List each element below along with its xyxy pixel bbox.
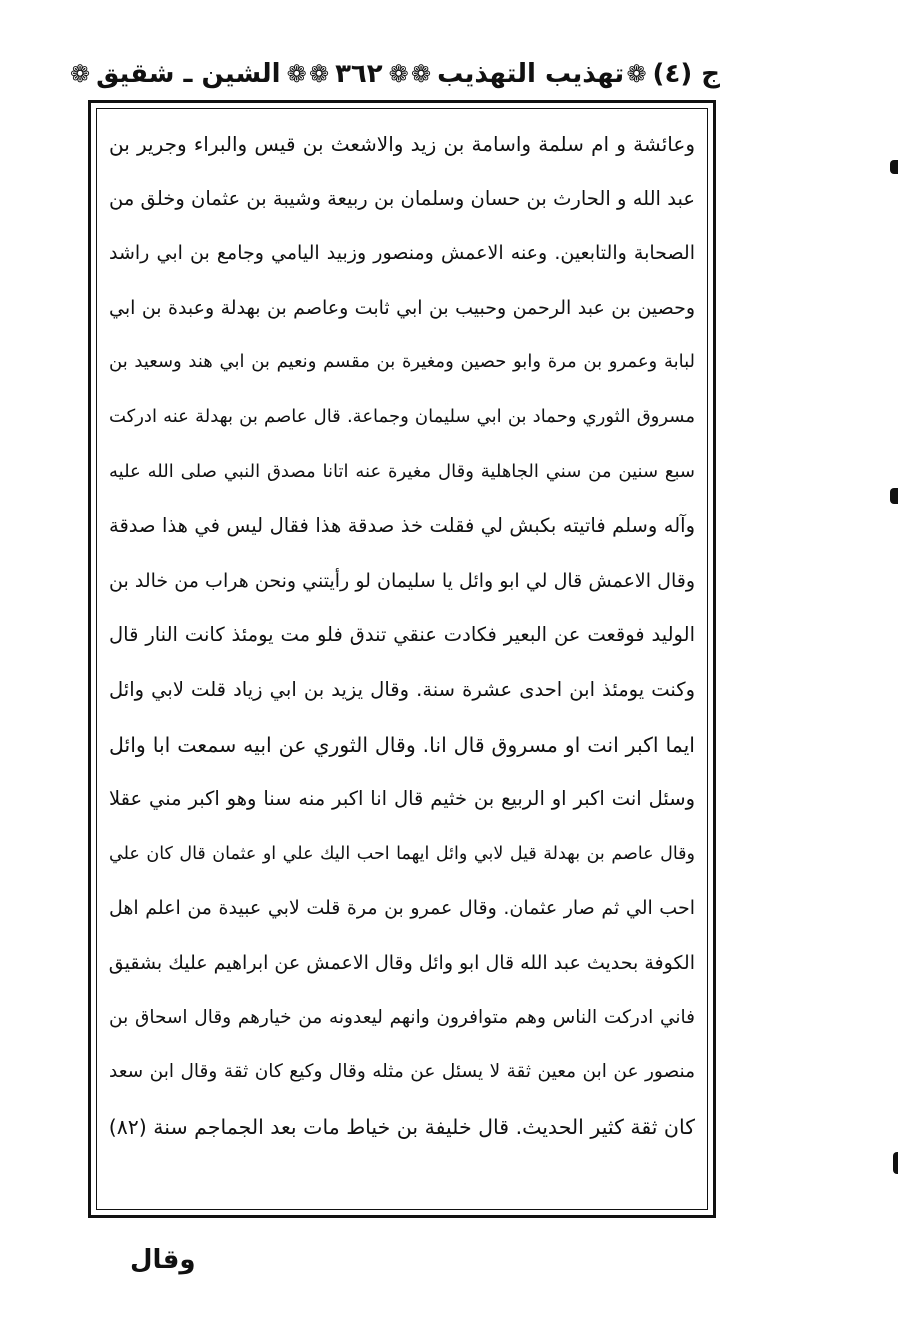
text-line: وعائشة و ام سلمة واسامة بن زيد والاشعث بن قيس والبراء وجرير بن — [109, 132, 695, 156]
header-page-number-label: ٣٦٢ — [335, 59, 383, 89]
text-line: فاني ادركت الناس وهم متوافرون وانهم ليعدونه من خيارهم وقال اسحاق بن — [109, 1006, 695, 1028]
text-line: كان ثقة كثير الحديث. قال خليفة بن خياط مات بعد الجماجم سنة (٨٢) — [109, 1114, 695, 1139]
text-line: الوليد فوقعت عن البعير فكادت عنقي تندق فلو مت يومئذ كانت النار قال — [109, 623, 695, 647]
body-text — [109, 117, 695, 1205]
header-chapter — [70, 59, 307, 89]
header-book-title-label: تهذيب التهذيب — [437, 59, 625, 89]
binding-speck — [890, 160, 898, 174]
floral-ornament-icon: ❁ — [286, 60, 307, 88]
header-chapter-label: الشين ـ شقيق — [96, 59, 281, 89]
text-line: الصحابة والتابعين. وعنه الاعمش ومنصور وزبيد اليامي وجامع بن ابي راشد — [109, 242, 695, 265]
text-line: الكوفة بحديث عبد الله قال ابو وائل وقال الاعمش عن ابراهيم عليك بشقيق — [109, 951, 695, 974]
header-volume — [626, 59, 720, 89]
text-line: وحصين بن عبد الرحمن وحبيب بن ابي ثابت وعاصم بن بهدلة وعبدة بن ابي — [109, 296, 695, 319]
text-frame — [88, 100, 716, 1218]
text-line: وقال الاعمش قال لي ابو وائل يا سليمان لو رأيتني ونحن هراب من خالد بن — [109, 569, 695, 592]
text-line: لبابة وعمرو بن مرة وابو حصين ومغيرة بن مقسم ونعيم بن ابي هند وسعيد بن — [109, 351, 695, 373]
text-line: ايما اكبر انت او مسروق قال انا. وقال الثوري عن ابيه سمعت ابا وائل — [109, 732, 695, 757]
catchword: وقال — [130, 1245, 196, 1275]
text-line: احب الي ثم صار عثمان. وقال عمرو بن مرة قلت لابي عبيدة من اعلم اهل — [109, 897, 695, 920]
text-line: منصور عن ابن معين ثقة لا يسئل عن مثله وقال وكيع كان ثقة وقال ابن سعد — [109, 1061, 695, 1083]
text-line: وآله وسلم فاتيته بكبش لي فقلت خذ صدقة هذا فقال ليس في هذا صدقة — [109, 514, 695, 538]
header-volume-label: ج (٤) — [652, 59, 720, 89]
text-line: وقال عاصم بن بهدلة قيل لابي وائل ايهما احب اليك علي او عثمان قال كان علي — [109, 843, 695, 864]
text-line: سبع سنين من سني الجاهلية وقال مغيرة عنه اتانا مصدق النبي صلى الله عليه — [109, 460, 695, 482]
text-line: وكنت يومئذ ابن احدى عشرة سنة. وقال يزيد بن ابي زياد قلت لابي وائل — [109, 677, 695, 701]
floral-ornament-icon: ❁ — [411, 60, 432, 88]
binding-speck — [890, 488, 898, 504]
header-page-number — [309, 59, 409, 89]
header-book-title — [411, 59, 624, 89]
floral-ornament-icon: ❁ — [308, 60, 330, 88]
text-line: عبد الله و الحارث بن حسان وسلمان بن ربيعة وشيبة بن عثمان وخلق من — [109, 186, 695, 210]
floral-ornament-icon: ❁ — [388, 60, 409, 88]
text-line: مسروق الثوري وحماد بن ابي سليمان وجماعة. قال عاصم بن بهدلة عنه ادركت — [109, 405, 695, 427]
floral-ornament-icon: ❁ — [626, 60, 647, 88]
floral-ornament-icon: ❁ — [70, 60, 91, 88]
binding-speck — [893, 1152, 898, 1174]
text-line: وسئل انت اكبر او الربيع بن خثيم قال انا اكبر منه سنا وهو اكبر مني عقلا — [109, 787, 695, 811]
running-header — [70, 48, 720, 100]
